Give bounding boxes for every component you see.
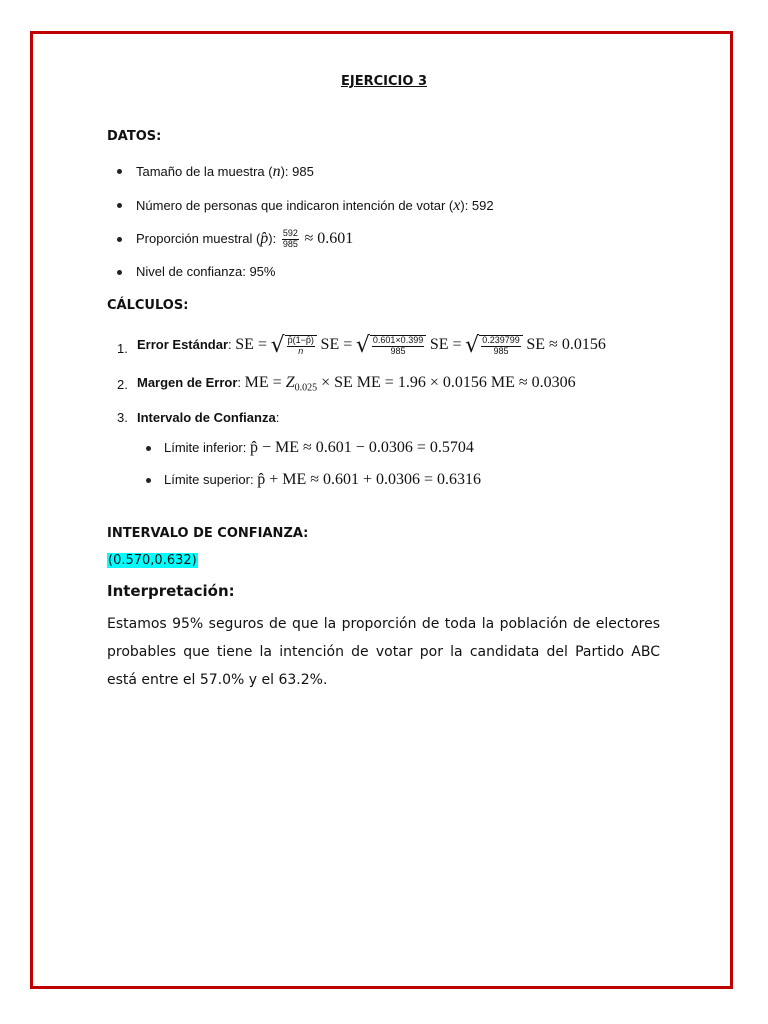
step-number: 3. xyxy=(117,410,128,425)
step-standard-error: Error Estándar: SE = √ $\frac{p̂(1-p̂)}{n}$ SE = √ $\frac{0.601\times 0.399}{985}$ SE = √ $\frac{0.239799}{985}$ SE ≈ 0.0156 xyxy=(137,333,606,358)
bullet-dot xyxy=(117,203,122,208)
datos-item-confidence: Nivel de confianza: 95% xyxy=(136,264,276,279)
step-confidence-interval: Intervalo de Confianza: xyxy=(137,410,280,425)
proportion-fraction: $\frac{592}{985}$ xyxy=(282,228,298,249)
interpretacion-heading: Interpretación: xyxy=(107,582,235,600)
step-margin-error: Margen de Error: ME = $Z_{0.025}$ × SE ME = 1.96 × 0.0156 ME ≈ 0.0306 xyxy=(137,374,576,394)
datos-item-voters: Número de personas que indicaron intención de votar (x): 592 xyxy=(136,197,494,214)
upper-limit: Límite superior: p̂ + ME ≈ 0.601 + 0.0306 = 0.6316 xyxy=(164,471,482,488)
step-number: 2. xyxy=(117,377,128,392)
datos-item-sample-size: Tamaño de la muestra (n): 985 xyxy=(136,163,314,180)
datos-heading: DATOS: xyxy=(107,129,162,144)
bullet-dot xyxy=(146,478,151,483)
step-number: 1. xyxy=(117,341,128,356)
bullet-dot xyxy=(117,169,122,174)
lower-limit: Límite inferior: p̂ − ME ≈ 0.601 − 0.0306 = 0.5704 xyxy=(164,439,474,456)
intervalo-heading: INTERVALO DE CONFIANZA: xyxy=(107,526,309,541)
bullet-dot xyxy=(146,446,151,451)
calculos-heading: CÁLCULOS: xyxy=(107,298,189,313)
datos-item-proportion: Proporción muestral (p̂): $\frac{592}{985}$ ≈ 0.601 xyxy=(136,228,354,249)
bullet-dot xyxy=(117,237,122,242)
interval-result: (0.570,0.632) xyxy=(108,553,197,568)
interpretacion-paragraph: Estamos 95% seguros de que la proporción de toda la población de electores probables que tiene la intención de votar por la candidata del Partido ABC está entre el 57.0% y el 63.2%. xyxy=(107,616,660,688)
document-title: EJERCICIO 3 xyxy=(341,74,427,89)
bullet-dot xyxy=(117,270,122,275)
